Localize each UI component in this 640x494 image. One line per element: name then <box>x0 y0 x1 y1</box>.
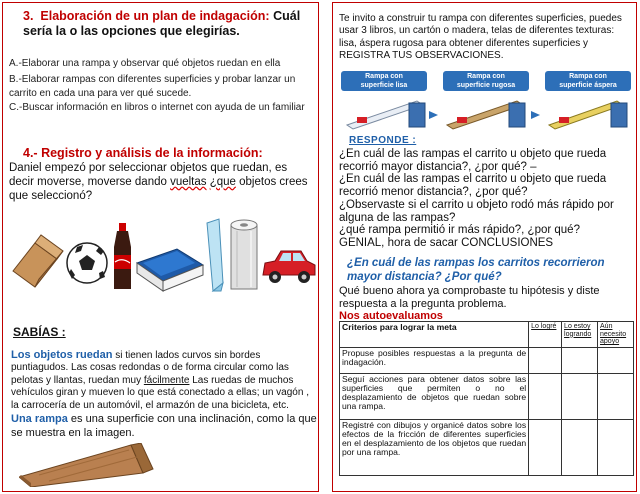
ramp-label-rough: Rampa con superficie rugosa <box>443 71 529 91</box>
autoeval-heading: Nos autoevaluamos <box>339 310 443 322</box>
right-worksheet-panel <box>332 2 637 492</box>
left-worksheet-panel <box>2 2 319 492</box>
ribbon-icon <box>207 219 223 291</box>
rampa-definition: Una rampa es una superficie con una inclinación, como la que se muestra en la imagen. <box>11 413 317 439</box>
ramp-illustration <box>19 443 159 487</box>
table-row <box>340 347 634 373</box>
check-cell[interactable] <box>529 347 562 373</box>
question-1: ¿En cuál de las rampas el carrito u objeto que rueda recorrió mayor distancia?, ¿por qué? – <box>339 148 607 173</box>
check-cell[interactable] <box>598 347 634 373</box>
questions-list <box>339 148 635 250</box>
option-b: B.-Elaborar rampas con diferentes superficies y probar lanzar un carrito en cada una para ver qué sucede. <box>9 74 296 99</box>
section-number: 3. <box>23 9 34 23</box>
ramps-illustration <box>339 71 632 131</box>
question-4: ¿qué rampa permitió ir más rápido?, ¿por qué? <box>339 224 580 237</box>
question-2: ¿En cuál de las rampas el carrito u objeto que rueda recorrió menor distancia?, ¿por qué? <box>339 173 607 199</box>
check-cell[interactable] <box>562 373 598 419</box>
sabias-heading: SABÍAS : <box>13 325 66 339</box>
option-a: A.-Elaborar una rampa y observar qué objetos ruedan en ella <box>9 58 281 69</box>
section-number: 4.- <box>23 146 38 160</box>
table-header-row <box>340 322 634 348</box>
book-icon <box>137 249 203 291</box>
table-header: Aún necesito apoyo <box>598 322 634 348</box>
check-cell[interactable] <box>529 373 562 419</box>
intro-instructions: Te invito a construir tu rampa con diferentes superficies, puedes usar 3 libros, un cartón o madera, telas de diferentes texturas: lisa, áspera rugosa para obtener diferentes superficies y REGISTRA TUS OBSERVACIONES. <box>339 13 622 62</box>
wood-block-icon <box>13 235 63 287</box>
table-header: Lo estoy logrando <box>562 322 598 348</box>
responde-heading: RESPONDE : <box>349 135 417 146</box>
table-header: Lo logré <box>529 322 562 348</box>
check-cell[interactable] <box>598 419 634 475</box>
question-3: ¿Observaste si el carrito u objeto rodó más rápido por alguna de las rampas? <box>339 198 614 224</box>
option-c: C.-Buscar información en libros o internet con ayuda de un familiar <box>9 102 305 113</box>
criterion-cell: Registré con dibujos y organicé datos sobre los efectos de la fricción de diferentes superficies en el desplazamiento de los objetos que ruedan por una rampa. <box>340 419 529 475</box>
sabias-text: Los objetos ruedan si tienen lados curvos sin bordes puntiagudos. Las cosas redondas o de forma circular como las pelotas y llantas, ruedan muy fácilmente Las ruedas de muchos vehículos giran y mueven lo que está conectado a ellas; un vagón , la carrocería de un automóvil, el armazón de una bicicleta, etc. <box>11 349 309 411</box>
check-cell[interactable] <box>529 419 562 475</box>
criterion-cell: Seguí acciones para obtener datos sobre las superficies que permiten o no el desplazamiento de objetos que ruedan sobre una rampa. <box>340 373 529 419</box>
section-title: Registro y análisis de la información: <box>41 146 263 160</box>
section-question: Cuál sería la o las opciones que elegirías. <box>23 9 301 38</box>
ramps-drawing <box>339 91 632 131</box>
conclusions-prompt: GENIAL, hora de sacar CONCLUSIONES <box>339 236 554 249</box>
check-cell[interactable] <box>562 347 598 373</box>
table-header: Criterios para lograr la meta <box>340 322 529 348</box>
section-title: Elaboración de un plan de indagación: <box>40 9 270 23</box>
table-row <box>340 373 634 419</box>
soda-bottle-icon <box>114 223 131 289</box>
ramp-label-smooth: Rampa con superficie lisa <box>341 71 427 91</box>
paper-roll-icon <box>231 220 257 289</box>
soccer-ball-icon <box>67 243 107 283</box>
table-row <box>340 419 634 475</box>
check-cell[interactable] <box>598 373 634 419</box>
ramp-label-coarse: Rampa con superficie áspera <box>545 71 631 91</box>
check-cell[interactable] <box>562 419 598 475</box>
criterion-cell: Propuse posibles respuestas a la pregunta de indagación. <box>340 347 529 373</box>
daniel-question: Daniel empezó por seleccionar objetos que ruedan, es decir moverse, moverse dando vueltas ¿que objetos crees que seleccionó? <box>9 162 308 202</box>
section-3-heading <box>23 9 315 39</box>
section-4-heading <box>23 146 315 161</box>
answer-text: Qué bueno ahora ya comprobaste tu hipótesis y diste respuesta a la pregunta problema. <box>339 285 600 310</box>
objects-illustration <box>9 213 317 295</box>
self-evaluation-table <box>339 321 634 476</box>
conclusion-question: ¿En cuál de las rampas los carritos recorrieron mayor distancia? ¿Por qué? <box>347 257 605 283</box>
toy-car-icon <box>263 251 315 283</box>
